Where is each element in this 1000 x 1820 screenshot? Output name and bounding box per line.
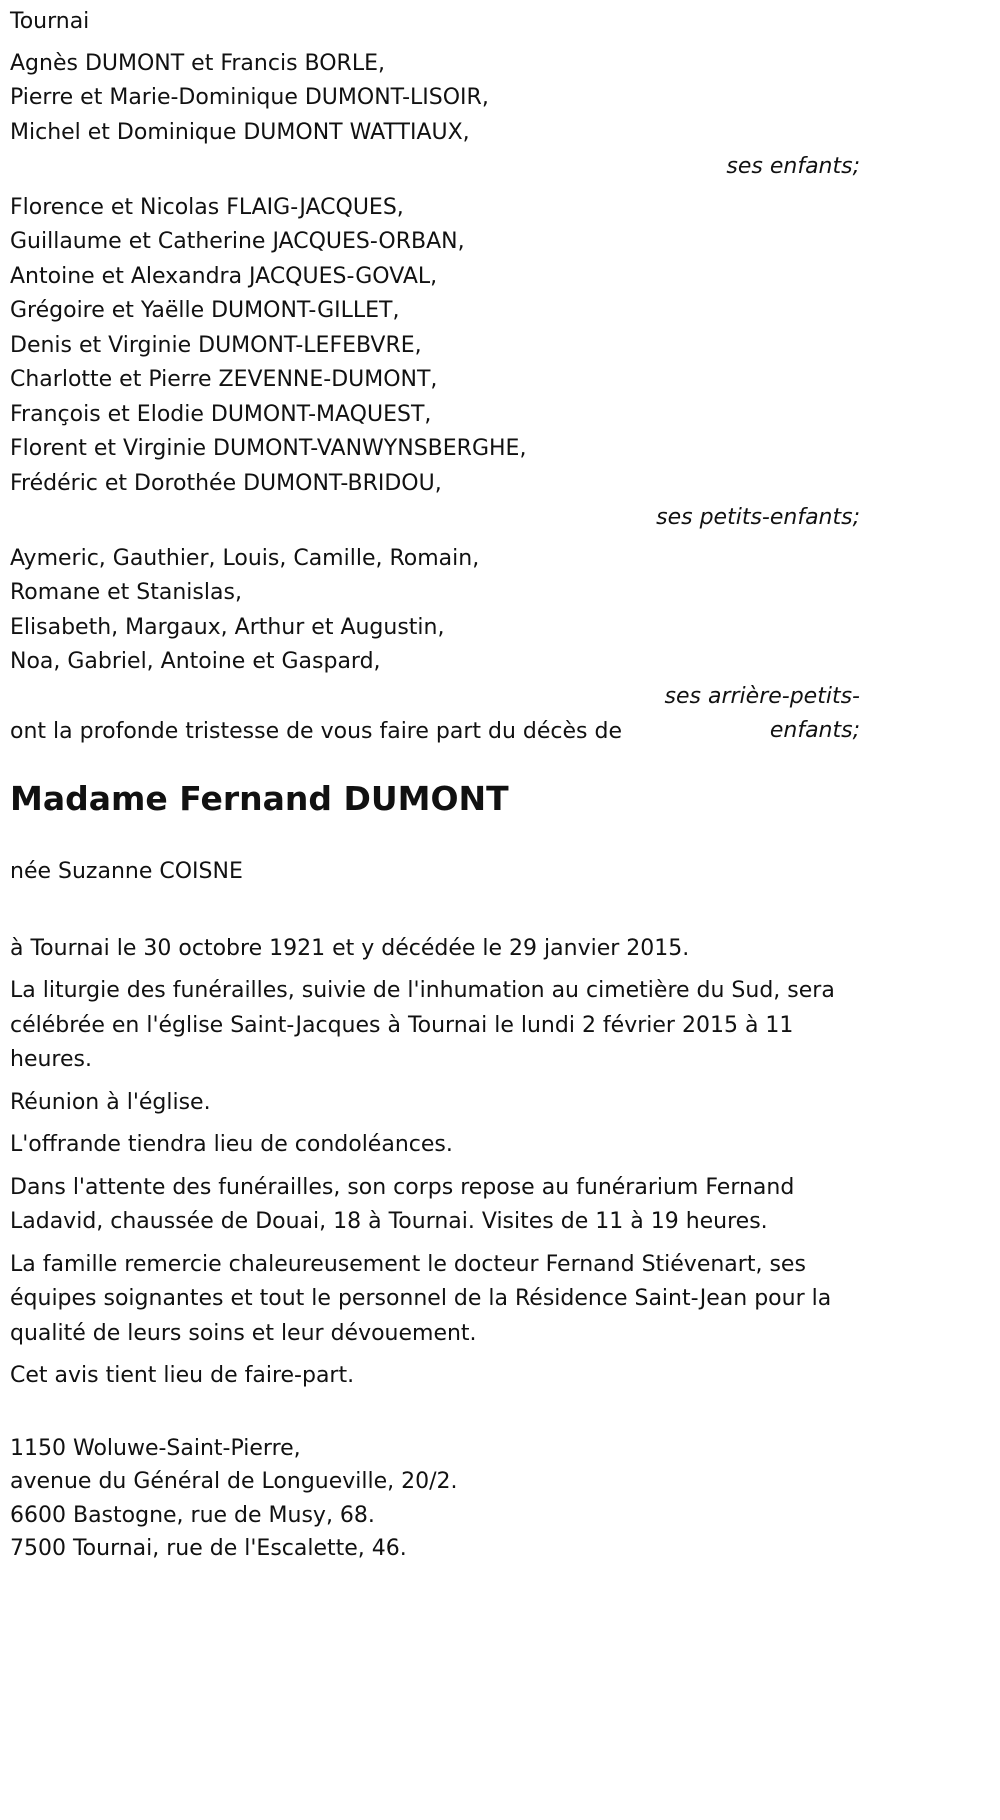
meeting-paragraph: Réunion à l'église. [10,1089,211,1115]
grandchildren-name-line: Denis et Virginie DUMONT-LEFEBVRE, [10,332,422,358]
children-name-line: Pierre et Marie-Dominique DUMONT-LISOIR, [10,85,489,110]
birth-death-dates: à Tournai le 30 octobre 1921 et y décédée le 29 janvier 2015. [10,935,690,961]
great-grandchildren-name-line: Aymeric, Gauthier, Louis, Camille, Romain, [10,545,480,571]
place-heading: Tournai [10,9,90,34]
obituary-notice [10,0,860,1566]
children-role-label: ses enfants; [726,154,860,179]
deceased-name: Madame Fernand DUMONT [10,779,509,818]
address-line: avenue du Général de Longueville, 20/2. [10,1469,458,1494]
great-grandchildren-role-label: ses arrière-petits-enfants; [664,683,860,743]
children-name-line: Agnès DUMONT et Francis BORLE, [10,50,385,76]
offering-paragraph: L'offrande tiendra lieu de condoléances. [10,1132,453,1157]
children-group [10,47,860,185]
grandchildren-name-line: Frédéric et Dorothée DUMONT-BRIDOU, [10,470,442,496]
grandchildren-group [10,191,860,536]
addresses [10,1432,860,1566]
grandchildren-name-line: Guillaume et Catherine JACQUES-ORBAN, [10,229,465,254]
grandchildren-name-line: François et Elodie DUMONT-MAQUEST, [10,401,432,427]
thanks-paragraph: La famille remercie chaleureusement le docteur Fernand Stiévenart, ses équipes soignantes et tout le personnel de la Résidence Saint-Jean pour la qualité de leurs soins et leur dévouement. [10,1251,832,1346]
children-name-line: Michel et Dominique DUMONT WATTIAUX, [10,119,470,145]
great-grandchildren-name-line: Elisabeth, Margaux, Arthur et Augustin, [10,614,445,640]
announcement-intro: ont la profonde tristesse de vous faire part du décès de [10,718,622,744]
maiden-name: née Suzanne COISNE [10,859,243,884]
grandchildren-name-line: Florent et Virginie DUMONT-VANWYNSBERGHE, [10,436,527,461]
funeral-paragraph: La liturgie des funérailles, suivie de l'inhumation au cimetière du Sud, sera célébrée en l'église Saint-Jacques à Tournai le lundi 2 février 2015 à 11 heures. [10,978,835,1072]
address-line: 6600 Bastogne, rue de Musy, 68. [10,1502,375,1528]
grandchildren-name-line: Charlotte et Pierre ZEVENNE-DUMONT, [10,367,438,392]
intro-block [10,680,860,750]
funerarium-paragraph: Dans l'attente des funérailles, son corps repose au funérarium Fernand Ladavid, chaussée de Douai, 18 à Tournai. Visites de 11 à 19 heures. [10,1174,795,1234]
grandchildren-role-label: ses petits-enfants; [656,505,860,530]
great-grandchildren-name-line: Noa, Gabriel, Antoine et Gaspard, [10,649,381,674]
grandchildren-name-line: Florence et Nicolas FLAIG-JACQUES, [10,194,404,220]
address-line: 1150 Woluwe-Saint-Pierre, [10,1435,301,1461]
notice-paragraph: Cet avis tient lieu de faire-part. [10,1363,355,1388]
address-line: 7500 Tournai, rue de l'Escalette, 46. [10,1536,407,1561]
grandchildren-name-line: Antoine et Alexandra JACQUES-GOVAL, [10,263,438,289]
great-grandchildren-name-line: Romane et Stanislas, [10,580,242,605]
grandchildren-name-line: Grégoire et Yaëlle DUMONT-GILLET, [10,298,400,323]
great-grandchildren-group [10,542,860,680]
